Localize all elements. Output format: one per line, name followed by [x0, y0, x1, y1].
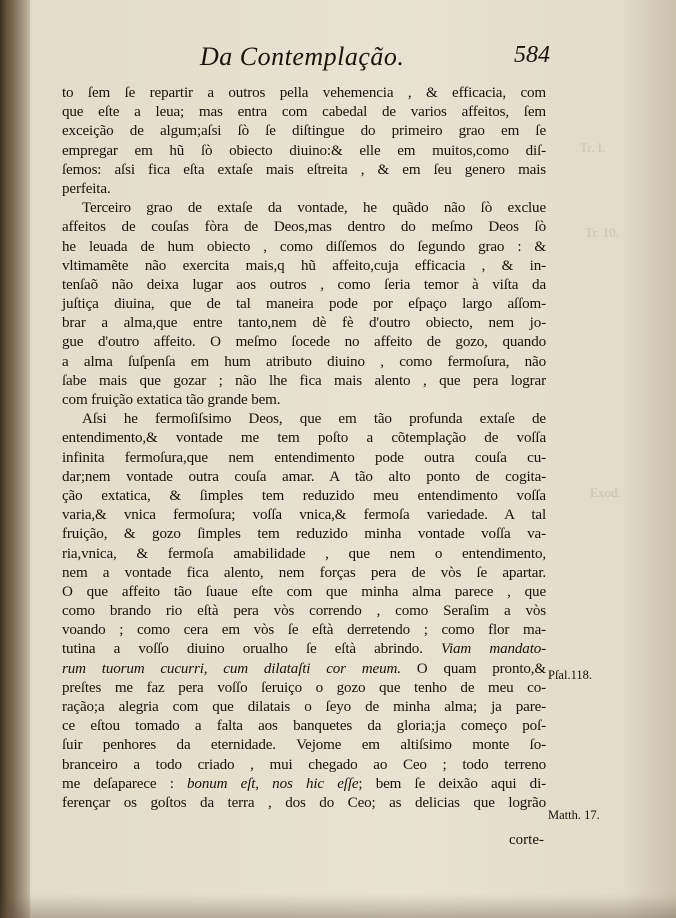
text-line	[62, 640, 546, 659]
binding-gutter	[0, 0, 30, 918]
text-line	[62, 660, 546, 679]
latin-quote: rum tuorum cucurri, cum dilataſti cor meum.	[62, 660, 401, 677]
show-through-text: Tr. 10.	[585, 225, 619, 240]
text-line: affeitos de couſas fòra de Deos,mas dentro do meſmo Deos ſò	[62, 219, 546, 236]
text-line	[62, 775, 546, 794]
latin-quote: Viam mandato-	[441, 641, 547, 658]
text-line: perfeita.	[62, 180, 111, 197]
show-through-text: Tr. I.	[580, 140, 606, 155]
text-line: exceição de algum;aſsi ſò ſe diſtingue do primeiro grao em ſe	[62, 123, 546, 140]
text-line: nem a vontade fica alento, nem forças pera de vòs ſe apartar.	[62, 564, 546, 581]
text-segment: tutina a voſſo diuino orualho ſe eſtà abrindo.	[62, 641, 423, 658]
page-number: 584	[514, 42, 550, 68]
text-line: juſtiça diuina, que de tal maneira pode por eſpaço largo aſſom-	[62, 296, 546, 313]
text-line: to ſem ſe repartir a outros pella vehemencia , & efficacia, com	[62, 85, 546, 101]
page-header	[200, 42, 550, 76]
text-line: ferençar os goſtos da terra , dos do Ceo; as delicias que logrão	[62, 794, 546, 811]
margin-note-psalm: Pſal.118.	[548, 668, 592, 682]
text-line: ria,vnica, & fermoſa amabilidade , que nem o entendimento,	[62, 545, 546, 562]
text-line: preſtes me faz pera voſſo ſeruiço o gozo que tenho de meu co-	[62, 679, 546, 696]
text-segment: ; bem ſe deixão aqui di-	[358, 775, 546, 792]
text-line: que eſte a leua; mas entra com cabedal de varios affeitos, ſem	[62, 104, 546, 121]
show-through-text: Exod.	[590, 485, 621, 500]
text-line: infinita fermoſura,que nem entendimento pode outra couſa cu-	[62, 449, 546, 466]
text-line: he leuada de hum obiecto , como diſſemos do ſegundo grao : &	[62, 238, 546, 255]
text-line: ção extatica, & ſimples tem reduzido meu entendimento voſſa	[62, 487, 546, 504]
text-segment: me deſaparece :	[62, 775, 174, 792]
text-line: Terceiro grao de extaſe da vontade, he quãdo não ſò exclue	[82, 200, 546, 217]
text-line: ce eſtou tomado a falta aos banquetes da gloria;ja começo poſ-	[62, 718, 546, 735]
text-line: a alma ſuſpenſa em hum atributo diuino , como fermoſura, não	[62, 353, 546, 370]
text-line: O que affeito tão ſuaue eſte com que minha alma parece , que	[62, 583, 546, 600]
text-line: voando ; como cera em vòs ſe eſtà derretendo ; como flor ma-	[62, 622, 546, 639]
text-line: com fruição extatica tão grande bem.	[62, 392, 281, 408]
text-line: brar a alma,que entre tanto,nem dè fè d'outro obiecto, nem jo-	[62, 315, 546, 332]
text-line: tenſaõ não deixa lugar aos outros , como ſeria temor à viſta da	[62, 276, 546, 293]
latin-quote: bonum eſt, nos hic eſſe	[187, 775, 359, 792]
text-line: Aſsi he fermoſiſsimo Deos, que em tão profunda extaſe de	[82, 411, 546, 428]
text-line: gue d'outro affeito. O meſmo ſocede no affeito de gozo, quando	[62, 334, 546, 351]
catchword: corte-	[509, 832, 544, 848]
text-line: fruição, & gozo ſimples tem reduzido minha vontade voſſa va-	[62, 526, 546, 543]
text-line: branceiro a todo criado , mui chegado ao Ceo ; todo terreno	[62, 756, 546, 773]
text-line: entendimento,& vontade me tem poſto a cõtemplação de voſſa	[62, 430, 546, 447]
running-title: Da Contemplação.	[200, 42, 405, 71]
text-line: ſabe mais que gozar ; não lhe fica mais alento , que pera lograr	[62, 372, 546, 389]
text-line: vltimamẽte não exercita mais,q hũ affeito,cuja efficacia , & in-	[62, 257, 546, 274]
text-line: ſuir penhores da eternidade. Vejome em altiſsimo monte ſo-	[62, 737, 546, 754]
text-line: ração;a alegria com que dilatais o ſeyo de minha alma; ja pare-	[62, 699, 546, 715]
text-line: ſemos: aſsi fica eſta extaſe mais eſtreita , & em ſeu genero mais	[62, 161, 546, 178]
text-line: como brando rio eſtà pera vòs correndo , como Seraſim a vòs	[62, 603, 546, 620]
text-line: varia,& vnica fermoſura; voſſa vnica,& fermoſa variedade. A tal	[62, 507, 546, 524]
page-edge-shadow	[0, 894, 676, 918]
text-line: empregar em hũ ſò obiecto diuino:& elle em muitos,como diſ-	[62, 142, 546, 159]
margin-note-matthew: Matth. 17.	[548, 808, 600, 822]
body-text	[62, 84, 546, 813]
text-line: dar;nem vontade outra couſa amar. A tão alto ponto de cogita-	[62, 468, 546, 485]
text-segment: O quam pronto,&	[416, 660, 547, 677]
